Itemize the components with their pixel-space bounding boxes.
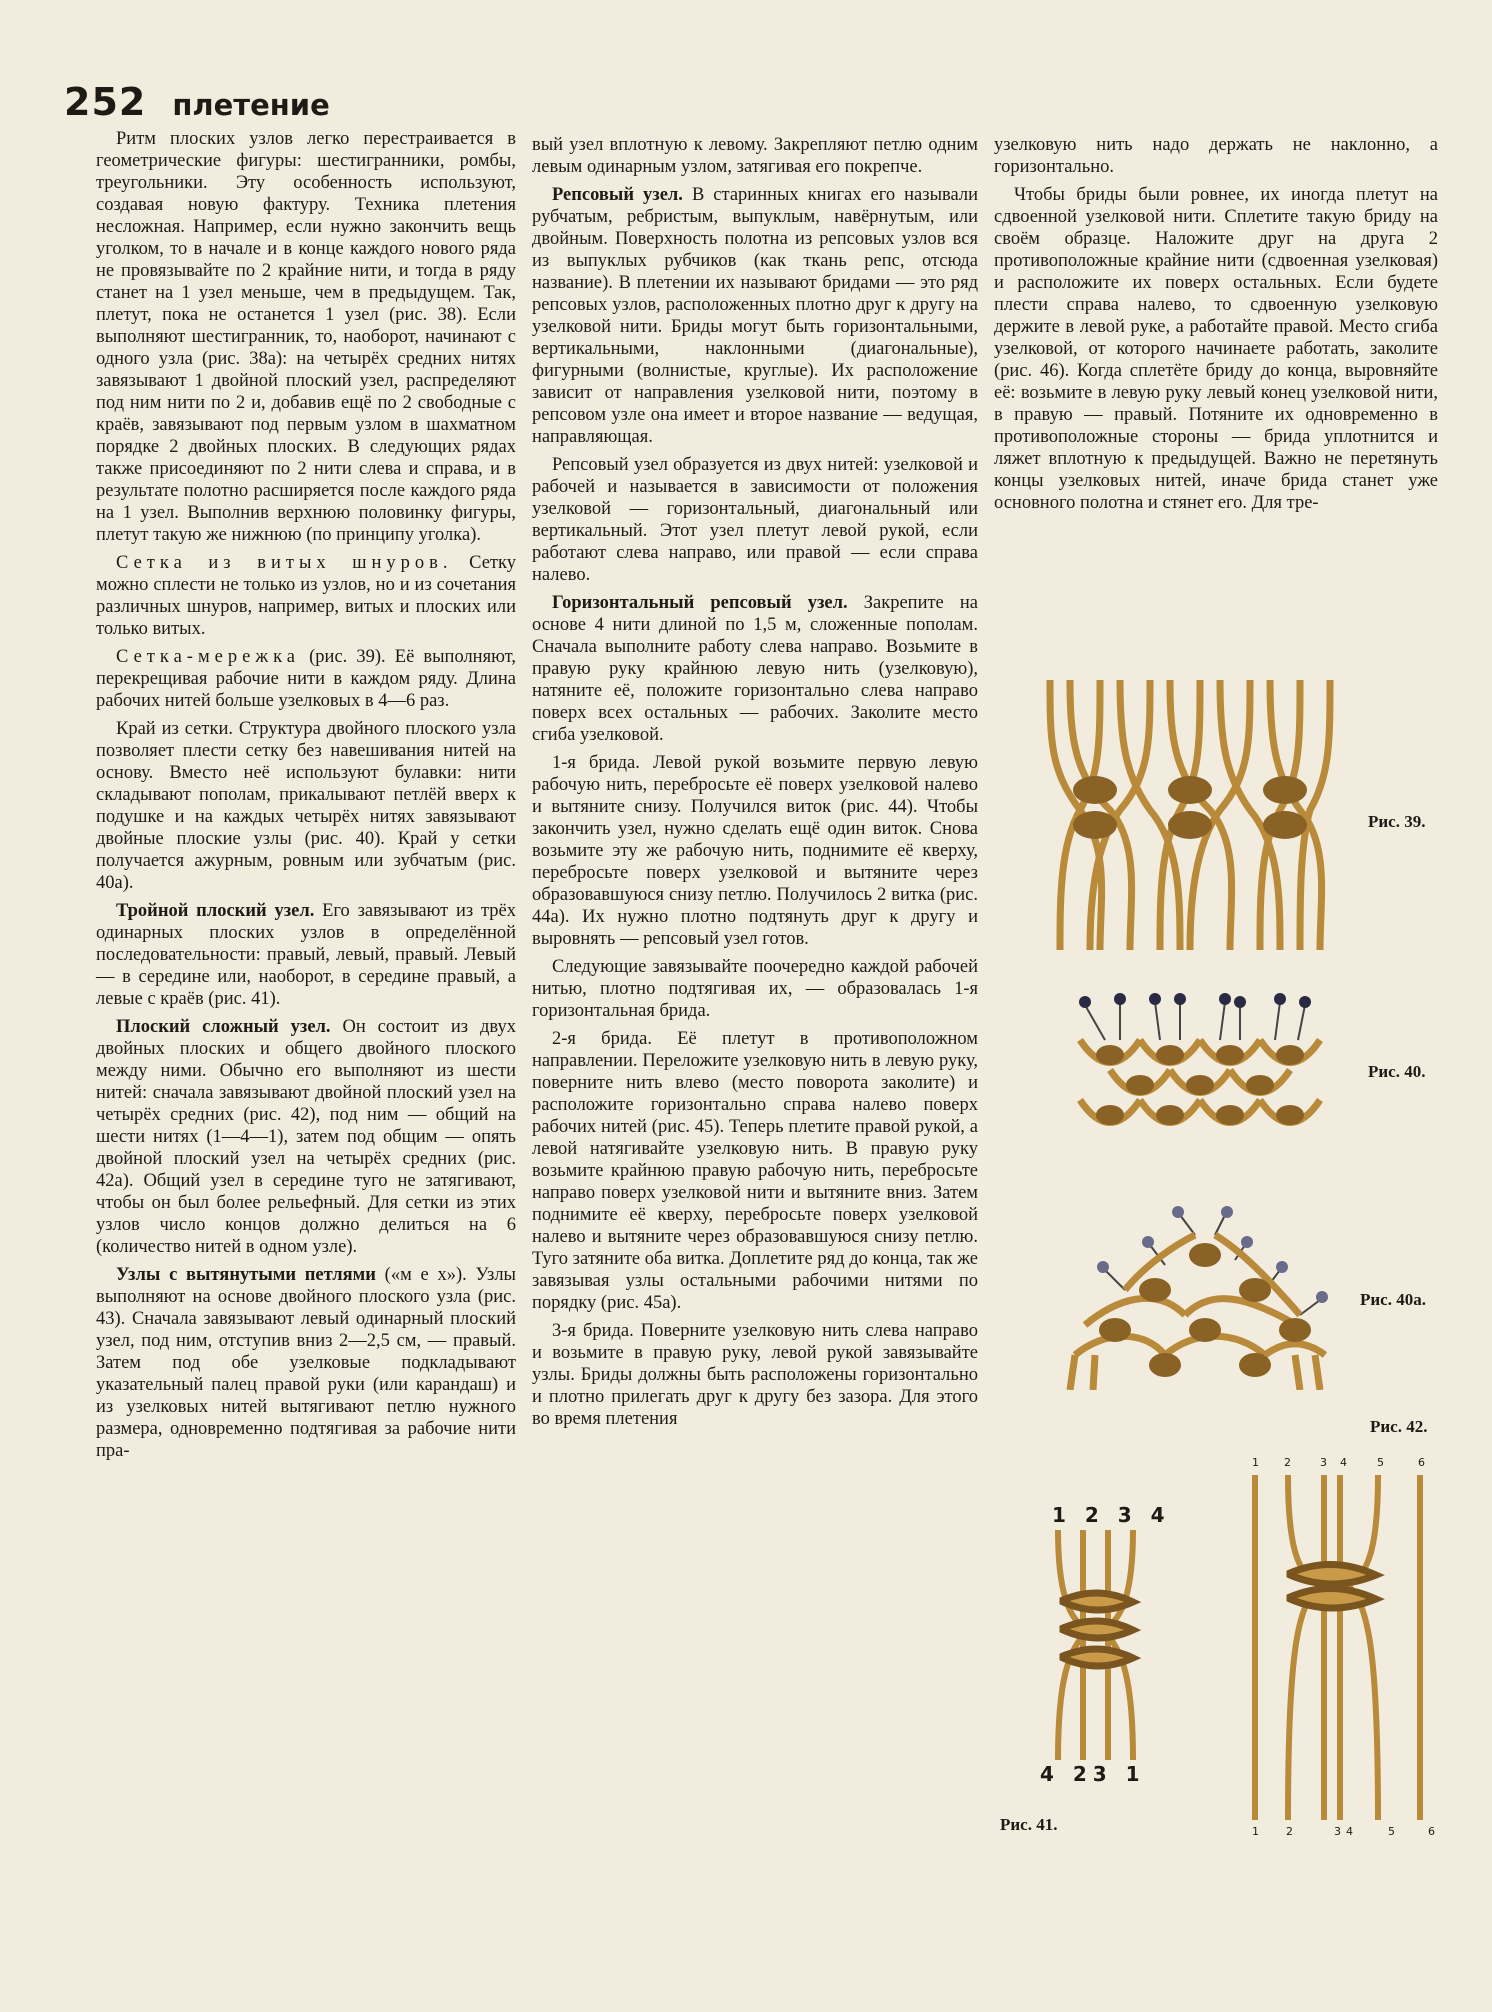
paragraph — [96, 1264, 516, 1462]
paragraph — [96, 646, 516, 712]
figure-42-bottom-number-1: 1 — [1252, 1825, 1259, 1838]
paragraph: Чтобы бриды были ровнее, их иногда плетут на сдвоенной узелковой нити. Сплетите такую бриду на своём образце. Наложите друг на друга 2 противоположные крайние нити (сдвоенная узелковая) и расположите их поверх остальных. Если будете плести справа налево, то сдвоенную узелковую держите в левой руке, а работайте правой. Место сгиба узелковой, от которого начинаете работать, заколите (рис. 46). Когда сплетёте бриду до конца, выровняйте её: возьмите в левую руку левый конец узелковой нити, в правую — правый. Потяните их одновременно в противоположные стороны — брида уплотнится и ляжет вплотную к предыдущей. Важно не перетянуть концы узелковых нитей, иначе брида станет уже основного полотна и стянет его. Для тре- — [994, 185, 1438, 513]
figure-42-thread-number-6: 6 — [1418, 1456, 1425, 1469]
text-column-2 — [532, 134, 978, 1436]
page-number: 252 — [64, 80, 147, 124]
paragraph: Репсовый узел образуется из двух нитей: узелковой и рабочей и называется в зависимости от положения узелковой — горизонтальный, диагональный или вертикальный. Этот узел плетут левой рукой, если работают слева направо, или правой — если справа налево. — [532, 455, 978, 585]
figure-40a-caption: Рис. 40а. — [1360, 1290, 1426, 1309]
figure-41-thread-numbers-top: 1 2 3 4 — [1052, 1503, 1171, 1527]
paragraph-heading: Плоский сложный узел. — [116, 1017, 331, 1037]
figure-39-caption: Рис. 39. — [1368, 812, 1426, 831]
figure-42-thread-number-1: 1 — [1252, 1456, 1259, 1469]
paragraph — [96, 1016, 516, 1258]
paragraph-heading: Сетка-мережка — [116, 647, 301, 667]
paragraph-heading: Горизонтальный репсовый узел. — [552, 593, 848, 613]
figure-41-thread-numbers-bottom: 4 23 1 — [1040, 1762, 1146, 1786]
figure-42-thread-number-4: 4 — [1340, 1456, 1347, 1469]
figure-41-triple-flat-knot-illustration — [1048, 1530, 1158, 1760]
text-column-1 — [96, 128, 516, 1468]
paragraph: 3-я брида. Поверните узелковую нить слева направо и возьмите в правую руку, левой рукой завязывайте узлы. Бриды должны быть расположены горизонтально и плотно прилегать друг к другу без зазора. Для этого во время плетения — [532, 1321, 978, 1429]
paragraph — [532, 592, 978, 746]
figure-41-caption: Рис. 41. — [1000, 1815, 1058, 1834]
figure-42-bottom-number-4: 4 — [1346, 1825, 1353, 1838]
figure-42-caption: Рис. 42. — [1370, 1417, 1428, 1436]
figure-40a-zigzag-edge-illustration — [1055, 1205, 1345, 1390]
figure-42-bottom-number-3: 3 — [1334, 1825, 1341, 1838]
paragraph-heading: Репсовый узел. — [552, 185, 683, 205]
figure-42-thread-number-2: 2 — [1284, 1456, 1291, 1469]
paragraph — [532, 184, 978, 448]
figure-39-mesh-illustration — [1040, 680, 1340, 950]
paragraph-heading: Узлы с вытянутыми петлями — [116, 1265, 376, 1285]
page-header — [64, 80, 330, 124]
figure-40-pinned-edge-illustration — [1060, 990, 1330, 1150]
paragraph: Следующие завязывайте поочередно каждой рабочей нитью, плотно подтягивая их, — образовалась 1-я горизонтальная брида. — [532, 957, 978, 1021]
paragraph: Ритм плоских узлов легко перестраивается в геометрические фигуры: шестигранники, ромбы, треугольники. Эту особенность используют, создавая новую фактуру. Техника плетения несложная. Например, если нужно закончить вещь уголком, то в начале и в конце каждого нового ряда не провязывайте по 2 крайние нити, и тогда в ряду станет на 1 узел меньше, чем в предыдущем. Так, плетут, пока не останется 1 узел (рис. 38). Если выполняют шестигранник, то, наоборот, начинают с одного узла (рис. 38а): на четырёх средних нитях завязывают 1 двойной плоский узел, распределяют под ним нити по 2 и, добавив ещё по 2 свободные с краёв, завязывают под первым узлом в шахматном порядке 2 двойных плоских. В следующих рядах также присоединяют по 2 нити слева и справа, и в результате полотно расширяется после каждого ряда на 1 узел. Выполнив верхнюю половинку фигуры, плетут такую же нижнюю (по принципу уголка). — [96, 129, 516, 545]
paragraph: 2-я брида. Её плетут в противоположном направлении. Переложите узелковую нить в левую руку, поверните нить влево (место поворота заколите) и расположите горизонтально справа налево поверх рабочих нитей (рис. 45). Теперь плетите правой рукой, а левой натягивайте узелковую нить. В правую руку возьмите крайнюю правую рабочую нить, перебросьте направо поверх узелковой нити и вытяните вниз. Затем поднимите её кверху, перебросьте поверх узелковой налево и вытяните через образовавшуюся снизу петлю. Туго затяните оба витка. Доплетите ряд до конца, так же завязывая узлы остальными рабочими нитями по порядку (рис. 45а). — [532, 1029, 978, 1313]
figure-42-bottom-number-6: 6 — [1428, 1825, 1435, 1838]
paragraph: Край из сетки. Структура двойного плоского узла позволяет плести сетку без навешивания нитей на основу. Вместо неё используют булавки: нити складывают пополам, прикалывают петлёй вверх к подушке и на каждых четырёх нитях завязывают двойные плоские узлы (рис. 40). Край у сетки получается ажурным, ровным или зубчатым (рис. 40а). — [96, 719, 516, 893]
paragraph: узелковую нить надо держать не наклонно, а горизонтально. — [994, 135, 1438, 177]
paragraph — [96, 900, 516, 1010]
figure-42-bottom-number-2: 2 — [1286, 1825, 1293, 1838]
figure-40-caption: Рис. 40. — [1368, 1062, 1426, 1081]
paragraph-body: (рис. 39). Её выполняют, перекрещивая рабочие нити в каждом ряду. Длина рабочих нитей больше узелковых в 4—6 раз. — [96, 647, 516, 711]
figure-42-thread-number-5: 5 — [1377, 1456, 1384, 1469]
paragraph-body: Сетку можно сплести не только из узлов, но и из сочетания различных шнуров, например, витых и плоских или только витых. — [96, 553, 516, 639]
paragraph-body: Закрепите на основе 4 нити длиной по 1,5 м, сложенные пополам. Сначала выполните работу слева направо. Возьмите в правую руку крайнюю левую нить (узелковую), натяните её, положите горизонтально слева направо поверх всех остальных — рабочих. Заколите место сгиба узелковой. — [532, 593, 978, 745]
text-column-3 — [994, 134, 1438, 520]
paragraph: 1-я брида. Левой рукой возьмите первую левую рабочую нить, перебросьте её поверх узелковой налево и вытяните снизу. Получился виток (рис. 44). Чтобы закончить узел, нужно сделать ещё один виток. Снова возьмите эту же рабочую нить, поднимите её кверху, перебросьте поверх узелковой и вытяните через образовавшуюся снизу петлю. Получилось 2 витка (рис. 44а). Их нужно плотно подтянуть друг к другу и выровнять — репсовый узел готов. — [532, 753, 978, 949]
figure-42-compound-flat-knot-illustration — [1240, 1475, 1440, 1820]
paragraph-heading: Тройной плоский узел. — [116, 901, 315, 921]
paragraph-body: («м е х»). Узлы выполняют на основе двойного плоского узла (рис. 43). Сначала завязывают левый одинарный плоский узел, под ним, отступив вниз 2—2,5 см, — правый. Затем под обе узелковые подкладывают указательный палец правой руки (или карандаш) и из узелковых нитей вытягивают петлю нужного размера, одновременно подтягивая за рабочие нити пра- — [96, 1265, 516, 1461]
figure-42-bottom-number-5: 5 — [1388, 1825, 1395, 1838]
paragraph-body: В старинных книгах его называли рубчатым, ребристым, выпуклым, навёрнутым, или двойным. Поверхность полотна из репсовых узлов вся из выпуклых рубчиков (как ткань репс, отсюда название). В плетении их называют бридами — это ряд репсовых узлов, расположенных плотно друг к другу на узелковой нити. Бриды могут быть горизонтальными, вертикальными, наклонными (диагональные), фигурными (волнистые, круглые). Их расположение зависит от направления узелковой нити, поэтому в репсовом узле она имеет и второе название — ведущая, направляющая. — [532, 185, 978, 447]
paragraph-heading: Сетка из витых шнуров. — [116, 553, 453, 573]
figure-42-thread-number-3: 3 — [1320, 1456, 1327, 1469]
paragraph-body: Он состоит из двух двойных плоских и общего двойного плоского между ними. Обычно его выполняют из шести нитей: сначала завязывают двойной плоский узел на четырёх средних (рис. 42), под ним — общий на шести нитях (1—4—1), затем под общим — опять двойной плоский узел на четырёх средних (рис. 42а). Общий узел в середине туго не затягивают, чтобы он был более рельефный. Для сетки из этих узлов число концов должно делиться на 6 (количество нитей в одном узле). — [96, 1017, 516, 1257]
paragraph-body: Его завязывают из трёх одинарных плоских узлов в определённой последовательности: правый, левый, правый. Левый — в середине или, наоборот, в середине правый, а левые с краёв (рис. 41). — [96, 901, 516, 1009]
section-title: плетение — [172, 88, 330, 122]
paragraph — [96, 552, 516, 640]
paragraph: вый узел вплотную к левому. Закрепляют петлю одним левым одинарным узлом, затягивая его покрепче. — [532, 135, 978, 177]
